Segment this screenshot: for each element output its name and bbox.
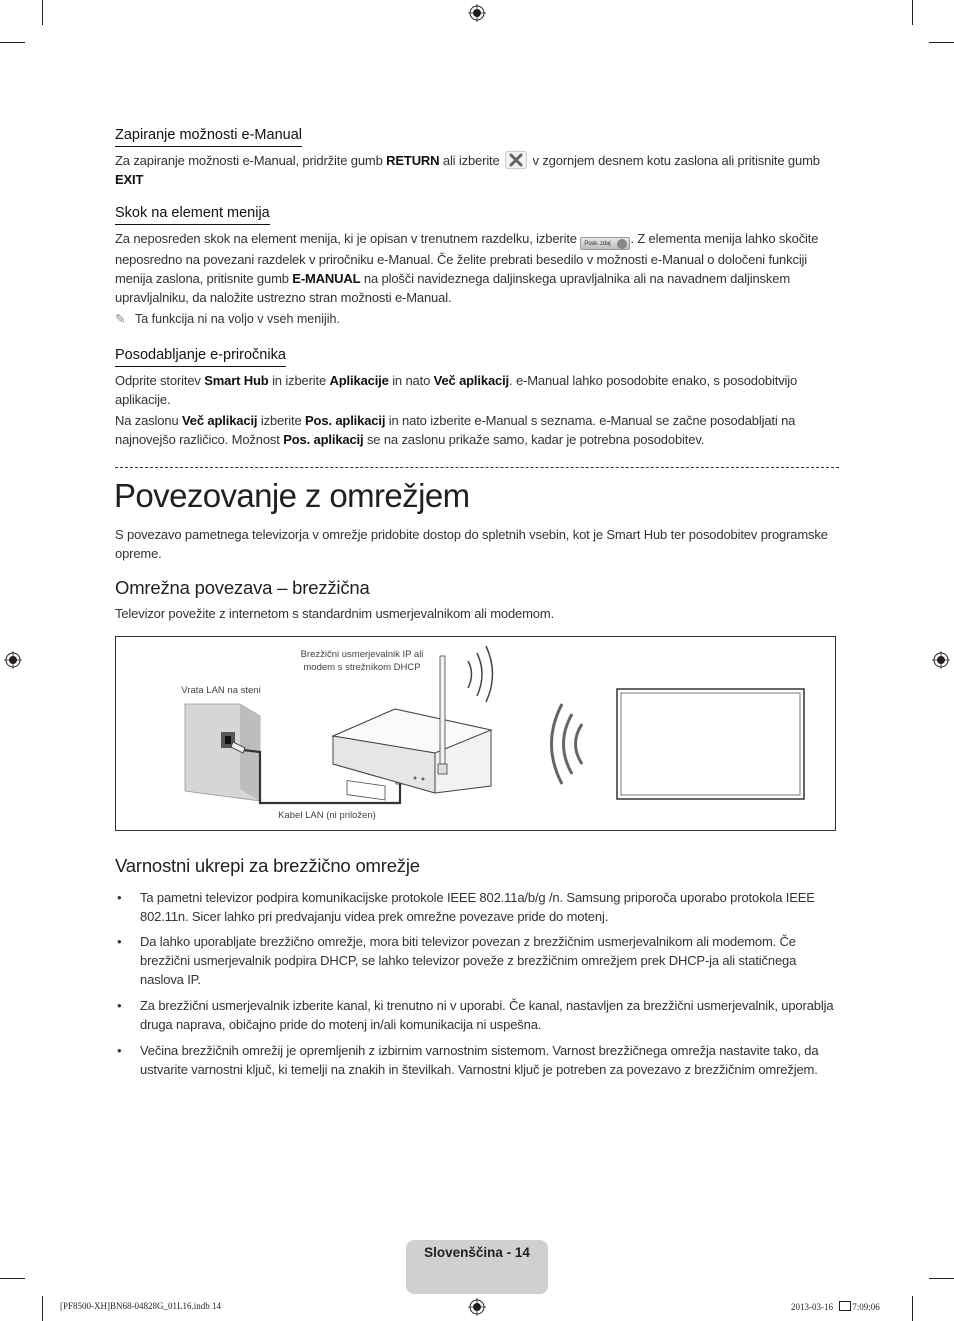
- crop-mark: [42, 1296, 43, 1321]
- update-text-1: Odprite storitev Smart Hub in izberite Aplikacije in nato Več aplikacij. e-Manual lahko posodobite enako, s posodobitvijo aplikacije.: [115, 373, 798, 408]
- registration-mark-icon: [468, 1298, 486, 1316]
- close-manual-heading: Zapiranje možnosti e-Manual: [115, 127, 302, 147]
- footer-file: [PF8500-XH]BN68-04828G_01L16.indb 14: [60, 1301, 221, 1311]
- crop-mark: [0, 1278, 25, 1279]
- list-item: • Da lahko uporabljate brezžično omrežje, mora biti televizor povezan z brezžičnim usmerjevalnikom ali modemom. Če brezžični usmerjevalnik podpira DHCP, se lahko televizor poveže z brezžičnim omrežjem prek DHCP-ja ali statičnega naslova IP.: [117, 934, 797, 988]
- lan-port-label: Vrata LAN na steni: [181, 685, 261, 696]
- wireless-text: Televizor povežite z internetom s standardnim usmerjevalnikom ali modemom.: [115, 606, 555, 621]
- network-diagram: [115, 636, 836, 831]
- cable-label: Kabel LAN (ni priložen): [278, 810, 376, 821]
- crop-mark: [0, 42, 25, 43]
- crop-mark: [42, 0, 43, 25]
- footer-date: 2013-03-16 7:09:06: [791, 1302, 880, 1312]
- wireless-heading: Omrežna povezava – brezžična: [115, 577, 370, 598]
- signal-icon: [552, 704, 583, 784]
- registration-mark-icon: [932, 651, 950, 669]
- router-label: Brezžični usmerjevalnik IP ali modem s strežnikom DHCP: [300, 649, 424, 673]
- registration-mark-icon: [4, 651, 22, 669]
- router-icon: [333, 656, 491, 800]
- crop-mark: [929, 42, 954, 43]
- emanual-key: E-MANUAL: [292, 271, 361, 287]
- list-item: • Za brezžični usmerjevalnik izberite kanal, ki trenutno ni v uporabi. Če kanal, nastavljen za brezžični usmerjevalnik, uporablja druga naprava, običajno pride do motenj in/ali komunikacija ni uspešna.: [117, 998, 834, 1033]
- registration-mark-icon: [468, 4, 486, 22]
- try-now-button: Posk. zdaj: [580, 237, 630, 250]
- update-text-2: Na zaslonu Več aplikacij izberite Pos. aplikacij in nato izberite e-Manual s seznama. e-Manual se začne posodabljati na najnovejšo različico. Možnost Pos. aplikacij se na zaslonu prikaže samo, kadar je potrebna posodobitev.: [115, 413, 796, 448]
- tv-icon: [617, 689, 804, 799]
- jump-text: Za neposreden skok na element menija, ki je opisan v trenutnem razdelku, izberite Posk. zdaj . Z elementa menija lahko skočite neposredno na povezani razdelek v priročniku e-Manual. Če želite prebrati besedilo v možnosti e-Manual o določeni funkciji menija zaslona, pritisnite gumb E-MANUAL na plošči navideznega daljinskega upravljalnika ali na navadnem daljinskem upravljalniku, da naložite ustrezno stran možnosti e-Manual.: [115, 231, 819, 306]
- page-title: Povezovanje z omrežjem: [114, 477, 470, 514]
- exit-key: EXIT: [115, 172, 144, 188]
- security-heading: Varnostni ukrepi za brezžično omrežje: [115, 855, 420, 876]
- diagram-drawing: [115, 636, 836, 831]
- wall-icon: [185, 704, 260, 801]
- crop-mark: [929, 1278, 954, 1279]
- crop-mark: [912, 1296, 913, 1321]
- section-divider: [115, 467, 839, 468]
- pencil-icon: ✎: [115, 312, 126, 326]
- crop-mark: [912, 0, 913, 25]
- list-item: • Ta pametni televizor podpira komunikacijske protokole IEEE 802.11a/b/g /n. Samsung priporoča uporabo protokola IEEE 802.11n. Sicer lahko pri predvajanju videa prek omrežne povezave pride do motenj.: [117, 890, 815, 925]
- intro-text: S povezavo pametnega televizorja v omrežje pridobite dostop do spletnih vsebin, kot je Smart Hub ter posodobitev programske opreme.: [115, 527, 828, 562]
- note: ✎ Ta funkcija ni na voljo v vseh menijih.: [115, 312, 340, 326]
- play-icon: [617, 239, 627, 249]
- signal-icon: [468, 646, 493, 702]
- jump-heading: Skok na element menija: [115, 205, 270, 225]
- page-number: Slovenščina - 14: [424, 1245, 530, 1260]
- close-manual-text: Za zapiranje možnosti e-Manual, pridržite gumb RETURN ali izberite v zgornjem desnem kotu zaslona ali pritisnite gumb EXIT: [115, 153, 820, 188]
- list-item: • Večina brezžičnih omrežij je opremljenih z izbirnim varnostnim sistemom. Varnost brezžičnega omrežja nastavite tako, da ustvarite varnostni ključ, ki temelji na znakih in številkah. Varnostni ključ je potreben za povezavo z brezžičnim omrežjem.: [117, 1043, 819, 1078]
- update-heading: Posodabljanje e-priročnika: [115, 347, 286, 367]
- clock-icon: [839, 1301, 851, 1311]
- return-key: RETURN: [386, 153, 440, 168]
- close-icon: [505, 151, 527, 169]
